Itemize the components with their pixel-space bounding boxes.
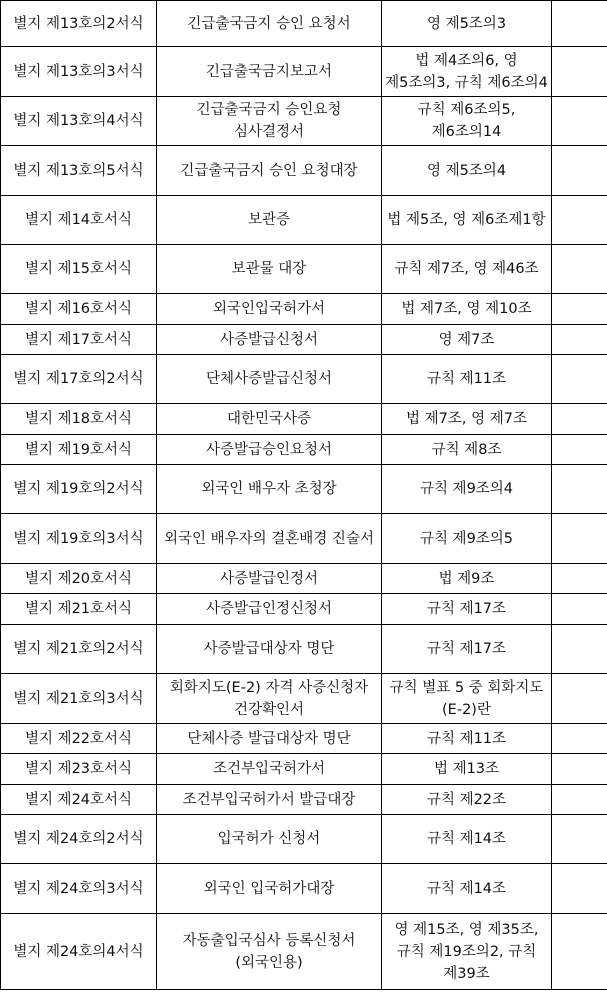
form-name-cell: 자동출입국심사 등록신청서(외국인용): [157, 914, 382, 990]
table-row: [1, 914, 607, 990]
form-name-cell: 입국허가 신청서: [157, 815, 382, 864]
form-name-cell: 외국인입국허가서: [157, 294, 382, 325]
note-cell: [552, 1, 607, 47]
legal-basis-cell: 법 제7조, 영 제7조: [382, 404, 552, 435]
table-row: [1, 196, 607, 245]
form-name-cell: 외국인 배우자 초청장: [157, 465, 382, 514]
note-cell: [552, 514, 607, 564]
legal-basis-cell: 규칙 제11조: [382, 355, 552, 404]
table-row: [1, 465, 607, 514]
legal-basis-cell: 규칙 제14조: [382, 864, 552, 914]
note-cell: [552, 325, 607, 355]
note-cell: [552, 564, 607, 594]
note-cell: [552, 294, 607, 325]
table-row: [1, 754, 607, 785]
legal-basis-cell: 영 제5조의3: [382, 1, 552, 47]
legal-basis-cell: 영 제5조의4: [382, 146, 552, 196]
table-row: [1, 294, 607, 325]
form-number-cell: 별지 제13호의2서식: [1, 1, 157, 47]
table-row: [1, 146, 607, 196]
form-name-cell: 회화지도(E-2) 자격 사증신청자 건강확인서: [157, 674, 382, 724]
table-row: [1, 404, 607, 435]
table-row: [1, 724, 607, 754]
table-row: [1, 625, 607, 674]
legal-basis-cell: 규칙 제17조: [382, 594, 552, 625]
note-cell: [552, 97, 607, 146]
table-row: [1, 47, 607, 97]
form-name-cell: 긴급출국금지 승인 요청대장: [157, 146, 382, 196]
note-cell: [552, 146, 607, 196]
table-row: [1, 97, 607, 146]
legal-basis-cell: 규칙 별표 5 중 회화지도(E-2)란: [382, 674, 552, 724]
form-number-cell: 별지 제15호서식: [1, 245, 157, 294]
note-cell: [552, 724, 607, 754]
form-number-cell: 별지 제16호서식: [1, 294, 157, 325]
form-number-cell: 별지 제17호서식: [1, 325, 157, 355]
form-number-cell: 별지 제19호의3서식: [1, 514, 157, 564]
form-number-cell: 별지 제19호의2서식: [1, 465, 157, 514]
legal-basis-cell: 규칙 제11조: [382, 724, 552, 754]
form-number-cell: 별지 제24호의4서식: [1, 914, 157, 990]
legal-basis-cell: 법 제4조의6, 영 제5조의3, 규칙 제6조의4: [382, 47, 552, 97]
form-number-cell: 별지 제14호서식: [1, 196, 157, 245]
form-number-cell: 별지 제23호서식: [1, 754, 157, 785]
form-number-cell: 별지 제17호의2서식: [1, 355, 157, 404]
legal-basis-cell: 규칙 제8조: [382, 435, 552, 465]
form-name-cell: 사증발급신청서: [157, 325, 382, 355]
legal-basis-cell: 법 제9조: [382, 564, 552, 594]
table-row: [1, 435, 607, 465]
note-cell: [552, 754, 607, 785]
note-cell: [552, 674, 607, 724]
form-number-cell: 별지 제20호서식: [1, 564, 157, 594]
note-cell: [552, 864, 607, 914]
form-name-cell: 긴급출국금지보고서: [157, 47, 382, 97]
note-cell: [552, 914, 607, 990]
legal-basis-cell: 규칙 제9조의4: [382, 465, 552, 514]
form-number-cell: 별지 제24호의2서식: [1, 815, 157, 864]
forms-table-body: [1, 1, 607, 990]
table-row: [1, 564, 607, 594]
form-number-cell: 별지 제21호의2서식: [1, 625, 157, 674]
note-cell: [552, 404, 607, 435]
note-cell: [552, 47, 607, 97]
form-name-cell: 대한민국사증: [157, 404, 382, 435]
form-name-cell: 보관물 대장: [157, 245, 382, 294]
table-row: [1, 325, 607, 355]
form-name-cell: 단체사증발급신청서: [157, 355, 382, 404]
table-row: [1, 594, 607, 625]
form-number-cell: 별지 제21호의3서식: [1, 674, 157, 724]
form-name-cell: 조건부입국허가서: [157, 754, 382, 785]
form-name-cell: 외국인 입국허가대장: [157, 864, 382, 914]
legal-basis-cell: 영 제7조: [382, 325, 552, 355]
form-number-cell: 별지 제24호의3서식: [1, 864, 157, 914]
form-number-cell: 별지 제18호서식: [1, 404, 157, 435]
table-row: [1, 864, 607, 914]
note-cell: [552, 245, 607, 294]
form-number-cell: 별지 제13호의5서식: [1, 146, 157, 196]
note-cell: [552, 785, 607, 815]
form-number-cell: 별지 제24호서식: [1, 785, 157, 815]
note-cell: [552, 465, 607, 514]
legal-basis-cell: 규칙 제6조의5, 제6조의14: [382, 97, 552, 146]
legal-basis-cell: 규칙 제9조의5: [382, 514, 552, 564]
table-row: [1, 514, 607, 564]
form-name-cell: 사증발급인정신청서: [157, 594, 382, 625]
form-name-cell: 긴급출국금지 승인 요청서: [157, 1, 382, 47]
form-name-cell: 사증발급승인요청서: [157, 435, 382, 465]
legal-basis-cell: 법 제7조, 영 제10조: [382, 294, 552, 325]
note-cell: [552, 355, 607, 404]
form-name-cell: 긴급출국금지 승인요청 심사결정서: [157, 97, 382, 146]
form-name-cell: 조건부입국허가서 발급대장: [157, 785, 382, 815]
legal-basis-cell: 규칙 제14조: [382, 815, 552, 864]
legal-basis-cell: 규칙 제17조: [382, 625, 552, 674]
form-name-cell: 사증발급인정서: [157, 564, 382, 594]
legal-basis-cell: 법 제13조: [382, 754, 552, 785]
table-row: [1, 1, 607, 47]
note-cell: [552, 594, 607, 625]
form-name-cell: 외국인 배우자의 결혼배경 진술서: [157, 514, 382, 564]
note-cell: [552, 815, 607, 864]
form-name-cell: 단체사증 발급대상자 명단: [157, 724, 382, 754]
legal-basis-cell: 영 제15조, 영 제35조, 규칙 제19조의2, 규칙 제39조: [382, 914, 552, 990]
note-cell: [552, 435, 607, 465]
table-row: [1, 674, 607, 724]
table-row: [1, 785, 607, 815]
form-number-cell: 별지 제19호서식: [1, 435, 157, 465]
form-name-cell: 보관증: [157, 196, 382, 245]
legal-basis-cell: 법 제5조, 영 제6조제1항: [382, 196, 552, 245]
legal-basis-cell: 규칙 제7조, 영 제46조: [382, 245, 552, 294]
form-number-cell: 별지 제21호서식: [1, 594, 157, 625]
table-row: [1, 355, 607, 404]
table-row: [1, 815, 607, 864]
form-number-cell: 별지 제13호의4서식: [1, 97, 157, 146]
form-name-cell: 사증발급대상자 명단: [157, 625, 382, 674]
form-number-cell: 별지 제13호의3서식: [1, 47, 157, 97]
note-cell: [552, 196, 607, 245]
table-row: [1, 245, 607, 294]
legal-basis-cell: 규칙 제22조: [382, 785, 552, 815]
note-cell: [552, 625, 607, 674]
form-number-cell: 별지 제22호서식: [1, 724, 157, 754]
